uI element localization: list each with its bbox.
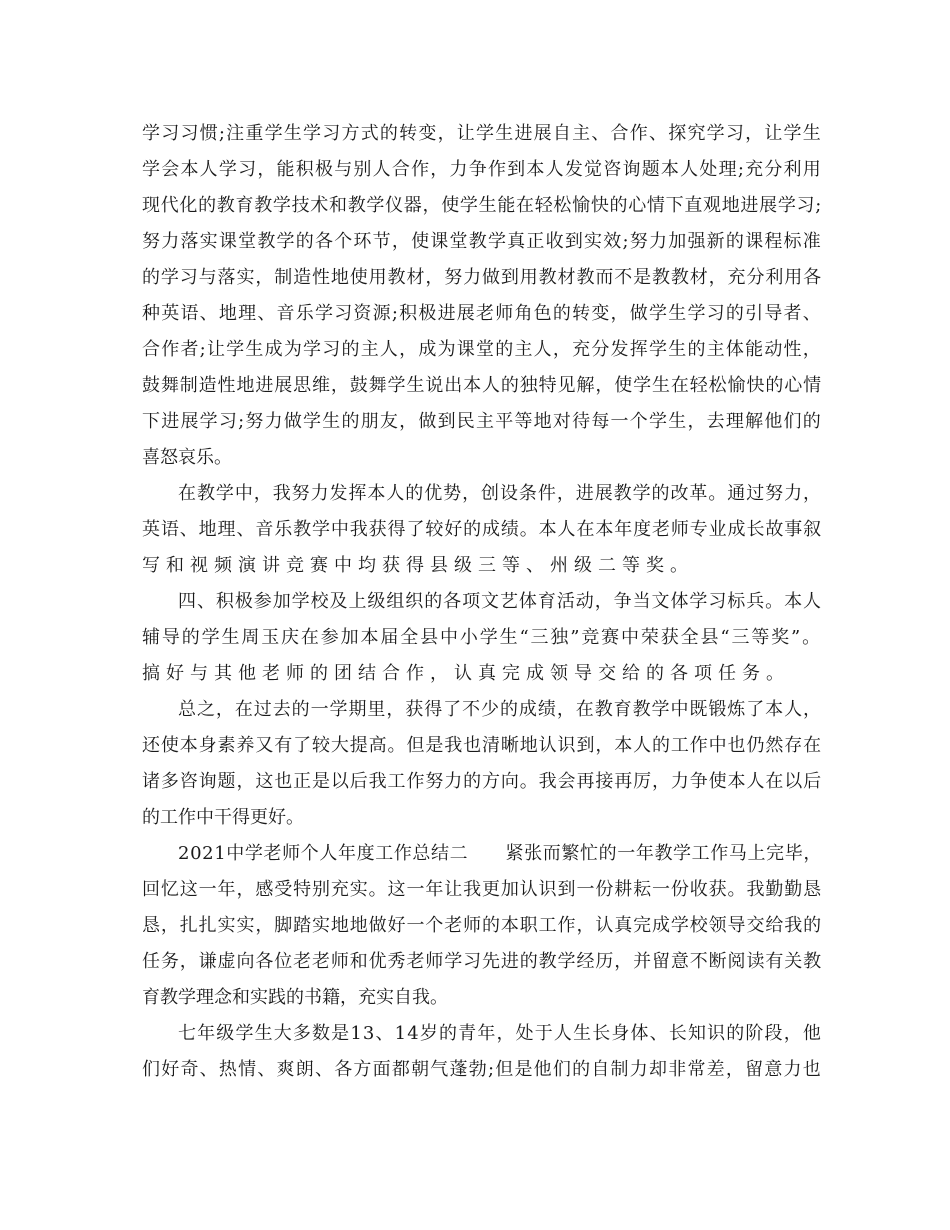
text-line: 写和视频演讲竞赛中均获得县级三等、州级二等奖。 — [142, 555, 694, 576]
text-line: 回忆这一年，感受特别充实。这一年让我更加认识到一份耕耘一份收获。我勤勤恳 — [142, 879, 822, 900]
text-line: 学会本人学习，能积极与别人合作，力争作到本人发觉咨询题本人处理;充分利用 — [142, 159, 822, 180]
text-line: 七年级学生大多数是13、14岁的青年，处于人生长身体、长知识的阶段，他 — [178, 1023, 822, 1044]
text-line: 2021中学老师个人年度工作总结二 紧张而繁忙的一年教学工作马上完毕， — [178, 843, 822, 864]
text-line: 恳，扎扎实实，脚踏实地地做好一个老师的本职工作，认真完成学校领导交给我的 — [142, 915, 822, 936]
text-line: 的学习与落实，制造性地使用教材，努力做到用教材教而不是教教材，充分利用各 — [142, 267, 822, 288]
document-body — [142, 116, 822, 1088]
text-line: 英语、地理、音乐教学中我获得了较好的成绩。本人在本年度老师专业成长故事叙 — [142, 519, 822, 540]
text-line: 还使本身素养又有了较大提高。但是我也清晰地认识到，本人的工作中也仍然存在 — [142, 735, 822, 756]
text-line: 学习习惯;注重学生学习方式的转变，让学生进展自主、合作、探究学习，让学生 — [142, 123, 822, 144]
text-line: 合作者;让学生成为学习的主人，成为课堂的主人，充分发挥学生的主体能动性， — [142, 339, 822, 360]
text-line: 鼓舞制造性地进展思维，鼓舞学生说出本人的独特见解，使学生在轻松愉快的心情 — [142, 375, 822, 396]
text-line: 搞好与其他老师的团结合作，认真完成领导交给的各项任务。 — [142, 663, 790, 684]
text-line: 努力落实课堂教学的各个环节，使课堂教学真正收到实效;努力加强新的课程标准 — [142, 231, 822, 252]
text-line: 辅导的学生周玉庆在参加本届全县中小学生“三独”竞赛中荣获全县“三等奖”。 — [142, 627, 822, 648]
text-line: 育教学理念和实践的书籍，充实自我。 — [142, 987, 448, 1008]
text-line: 们好奇、热情、爽朗、各方面都朝气蓬勃;但是他们的自制力却非常差，留意力也 — [142, 1059, 822, 1080]
text-line: 喜怒哀乐。 — [142, 447, 232, 468]
text-line: 四、积极参加学校及上级组织的各项文艺体育活动，争当文体学习标兵。本人 — [178, 591, 822, 612]
text-line: 的工作中干得更好。 — [142, 807, 304, 828]
text-line: 总之，在过去的一学期里，获得了不少的成绩，在教育教学中既锻炼了本人， — [178, 699, 822, 720]
text-line: 现代化的教育教学技术和教学仪器，使学生能在轻松愉快的心情下直观地进展学习; — [142, 195, 822, 216]
text-line: 任务，谦虚向各位老老师和优秀老师学习先进的教学经历，并留意不断阅读有关教 — [142, 951, 822, 972]
text-line: 诸多咨询题，这也正是以后我工作努力的方向。我会再接再厉，力争使本人在以后 — [142, 771, 822, 792]
text-line: 下进展学习;努力做学生的朋友，做到民主平等地对待每一个学生，去理解他们的 — [142, 411, 822, 432]
text-line: 种英语、地理、音乐学习资源;积极进展老师角色的转变，做学生学习的引导者、 — [142, 303, 822, 324]
text-line: 在教学中，我努力发挥本人的优势，创设条件，进展教学的改革。通过努力， — [178, 483, 822, 504]
